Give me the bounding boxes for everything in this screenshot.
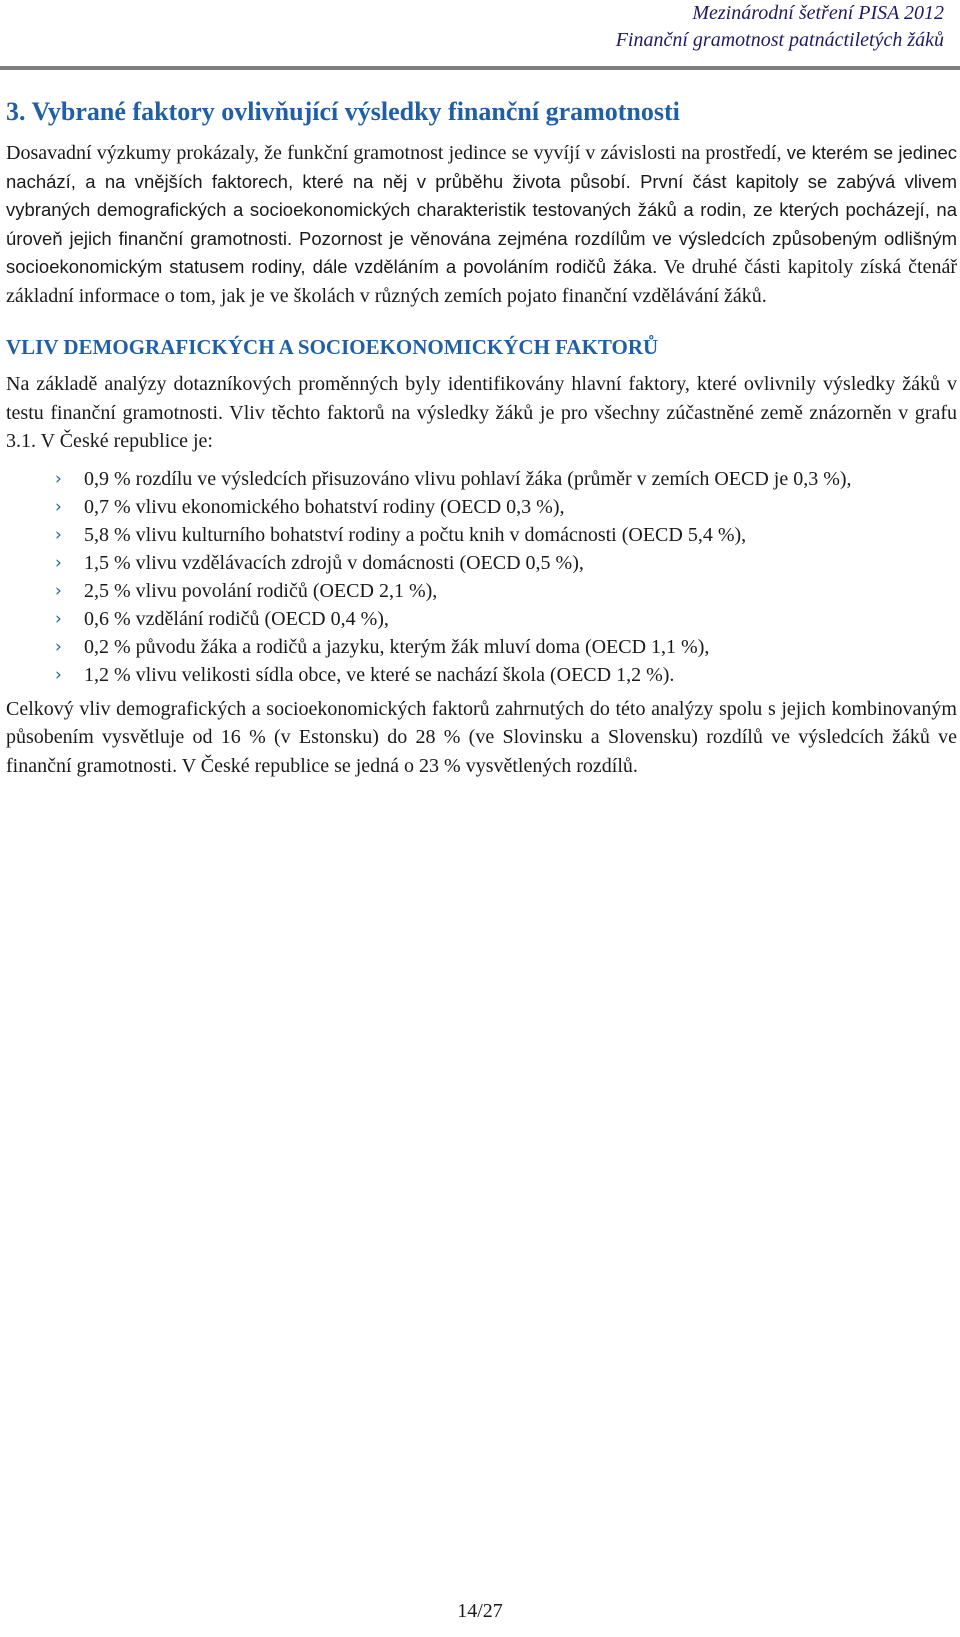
bullet-chevron-icon: › — [55, 468, 62, 489]
intro-paragraph — [6, 139, 957, 310]
list-item — [6, 633, 957, 661]
page-content — [6, 139, 957, 780]
bullet-chevron-icon: › — [55, 664, 62, 685]
header-rule — [0, 66, 960, 70]
intro-text-part1: Dosavadní výzkumy prokázaly, že funkční gramotnost jedince se vyvíjí v závislosti na prostředí, — [6, 142, 787, 164]
list-item — [6, 521, 957, 549]
header-line-topic: Finanční gramotnost patnáctiletých žáků — [615, 29, 944, 51]
list-item-text: 0,7 % vlivu ekonomického bohatství rodiny (OECD 0,3 %), — [84, 495, 565, 518]
bullet-chevron-icon: › — [55, 580, 62, 601]
analysis-paragraph: Na základě analýzy dotazníkových proměnných byly identifikovány hlavní faktory, které ovlivnily výsledky žáků v testu finanční gramotnosti. Vliv těchto faktorů na výsledky žáků je pro všechny zúčastněné země znázorněn v grafu 3.1. V České republice je: — [6, 373, 957, 452]
list-item — [6, 493, 957, 521]
list-item-text: 2,5 % vlivu povolání rodičů (OECD 2,1 %), — [84, 579, 438, 602]
chapter-title: 3. Vybrané faktory ovlivňující výsledky finanční gramotnosti — [6, 97, 680, 126]
list-item-text: 1,2 % vlivu velikosti sídla obce, ve které se nachází škola (OECD 1,2 %). — [84, 663, 675, 686]
header-line-survey: Mezinárodní šetření PISA 2012 — [692, 2, 944, 24]
closing-paragraph: Celkový vliv demografických a socioekonomických faktorů zahrnutých do této analýzy spolu s jejich kombinovaným působením vysvětluje od 16 % (v Estonsku) do 28 % (ve Slovinsku a Slovensku) rozdílů ve výsledcích žáků ve finanční gramotnosti. V České republice se jedná o 23 % vysvětlených rozdílů. — [6, 697, 957, 777]
bullet-chevron-icon: › — [55, 552, 62, 573]
list-item — [6, 605, 957, 633]
intro-text-part3: Ve druhé části kapitoly získá čtenář základní informace o tom, jak je ve školách v různých zemích pojato finanční vzdělávání žáků. — [6, 256, 957, 307]
page-number: 14/27 — [457, 1600, 503, 1622]
list-item-text: 0,9 % rozdílu ve výsledcích přisuzováno vlivu pohlaví žáka (průměr v zemích OECD je 0,3 %), — [84, 467, 852, 490]
list-item-text: 5,8 % vlivu kulturního bohatství rodiny a počtu knih v domácnosti (OECD 5,4 %), — [84, 523, 747, 546]
list-item — [6, 549, 957, 577]
bullet-chevron-icon: › — [55, 636, 62, 657]
bullet-chevron-icon: › — [55, 524, 62, 545]
intro-text-part2: ve kterém se jedinec nachází, a na vnějších faktorech, které na něj v průběhu života působí. První část kapitoly se zabývá vlivem vybraných demografických a socioekonomických charakteristik testovaných žáků a rodin, ze kterých pocházejí, na úroveň jejich finanční gramotnosti. Pozornost je věnována zejména rozdílům ve výsledcích způsobeným odlišným socioekonomickým statusem rodiny, dále vzděláním a povoláním rodičů žáka. — [6, 142, 957, 277]
list-item-text: 0,2 % původu žáka a rodičů a jazyku, kterým žák mluví doma (OECD 1,1 %), — [84, 635, 710, 658]
list-item-text: 1,5 % vlivu vzdělávacích zdrojů v domácnosti (OECD 0,5 %), — [84, 551, 584, 574]
list-item — [6, 661, 957, 689]
running-header — [616, 0, 944, 54]
list-item — [6, 465, 957, 493]
list-item-text: 0,6 % vzdělání rodičů (OECD 0,4 %), — [84, 607, 389, 630]
bullet-chevron-icon: › — [55, 496, 62, 517]
factor-list — [6, 465, 957, 689]
bullet-chevron-icon: › — [55, 608, 62, 629]
section-heading: VLIV DEMOGRAFICKÝCH A SOCIOEKONOMICKÝCH FAKTORŮ — [6, 335, 659, 359]
list-item — [6, 577, 957, 605]
